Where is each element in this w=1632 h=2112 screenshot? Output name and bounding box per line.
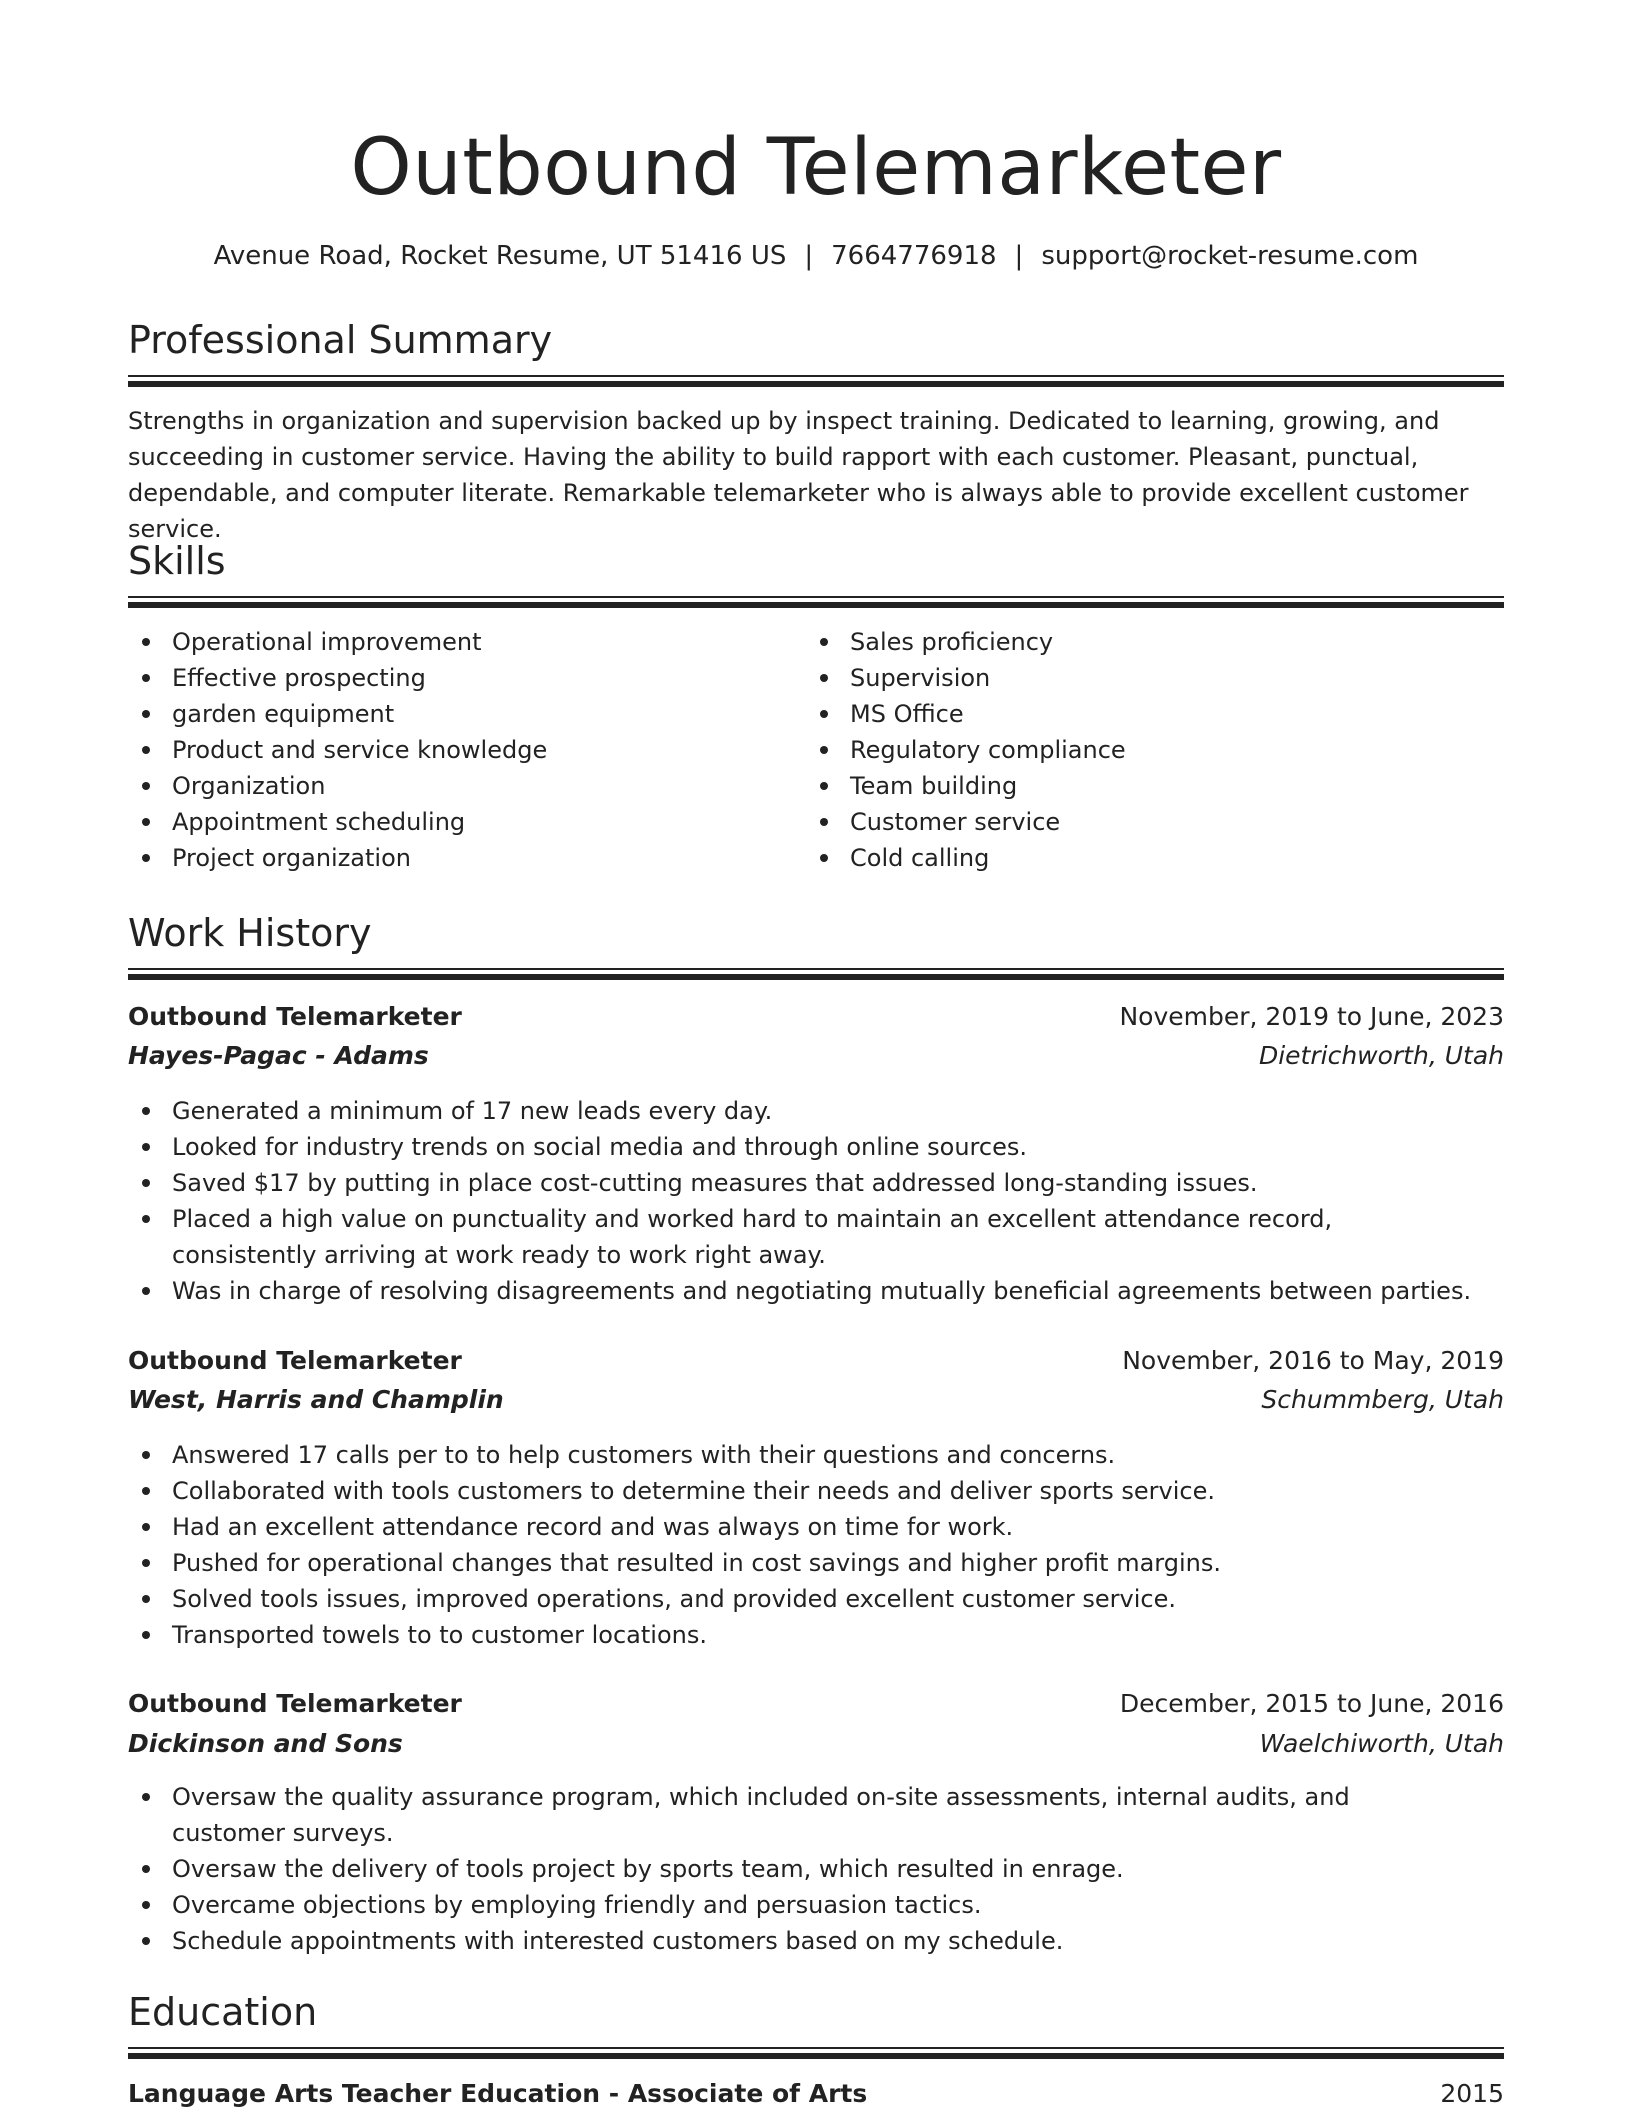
job-bullet: Transported towels to to customer locations.	[128, 1617, 1504, 1653]
contact-phone[interactable]: 7664776918	[831, 241, 997, 271]
job-title: Outbound Telemarketer	[128, 1689, 462, 1718]
section-title-work: Work History	[128, 911, 372, 955]
job-bullet: Was in charge of resolving disagreements and negotiating mutually beneficial agreements between parties.	[128, 1273, 1504, 1309]
skill-item: garden equipment	[128, 696, 768, 732]
job-dates: November, 2016 to May, 2019	[1122, 1346, 1504, 1375]
section-divider	[128, 375, 1504, 385]
skill-item: Project organization	[128, 840, 768, 876]
job-company: Dickinson and Sons	[128, 1729, 403, 1758]
job-bullet: Answered 17 calls per to to help customers with their questions and concerns.	[128, 1437, 1504, 1473]
job-bullet: Saved $17 by putting in place cost-cutting measures that addressed long-standing issues.	[128, 1165, 1504, 1201]
contact-separator: |	[804, 241, 814, 271]
skill-item: Supervision	[806, 660, 1504, 696]
job-bullets	[128, 1437, 1504, 1653]
job-bullets	[128, 1093, 1504, 1309]
contact-separator: |	[1014, 241, 1024, 271]
skill-item: Effective prospecting	[128, 660, 768, 696]
section-title-summary: Professional Summary	[128, 318, 553, 362]
job-bullets	[128, 1779, 1504, 1959]
contact-address: Avenue Road, Rocket Resume, UT 51416 US	[213, 241, 787, 271]
skill-item: Appointment scheduling	[128, 804, 768, 840]
skills-list-right	[806, 624, 1504, 876]
job-title: Outbound Telemarketer	[128, 1346, 462, 1375]
section-title-education: Education	[128, 1990, 318, 2034]
skill-item: Product and service knowledge	[128, 732, 768, 768]
resume-name: Outbound Telemarketer	[350, 123, 1282, 213]
job-bullet: Collaborated with tools customers to determine their needs and deliver sports service.	[128, 1473, 1504, 1509]
contact-email[interactable]: support@rocket-resume.com	[1041, 241, 1419, 271]
section-divider	[128, 2047, 1504, 2057]
skill-item: Operational improvement	[128, 624, 768, 660]
skill-item: Sales proficiency	[806, 624, 1504, 660]
contact-line	[128, 238, 1504, 274]
summary-text: Strengths in organization and supervision backed up by inspect training. Dedicated to learning, growing, and succeeding in customer service. Having the ability to build rapport with each customer. Pleasant, punctual, dependable, and computer literate. Remarkable telemarketer who is always able to provide excellent customer service.	[128, 407, 1469, 543]
education-degree: Language Arts Teacher Education - Associate of Arts	[128, 2079, 868, 2108]
job-bullet: Pushed for operational changes that resulted in cost savings and higher profit margins.	[128, 1545, 1504, 1581]
job-company: Hayes-Pagac - Adams	[128, 1041, 429, 1070]
job-location: Schummberg, Utah	[1261, 1385, 1504, 1414]
job-bullet: Looked for industry trends on social media and through online sources.	[128, 1129, 1504, 1165]
job-location: Waelchiworth, Utah	[1259, 1729, 1504, 1758]
job-location: Dietrichworth, Utah	[1258, 1041, 1504, 1070]
job-company: West, Harris and Champlin	[128, 1385, 504, 1414]
job-bullet: Overcame objections by employing friendly and persuasion tactics.	[128, 1887, 1504, 1923]
job-bullet: Oversaw the quality assurance program, which included on-site assessments, internal audits, and customer surveys.	[128, 1779, 1504, 1851]
job-bullet: Oversaw the delivery of tools project by sports team, which resulted in enrage.	[128, 1851, 1504, 1887]
job-title: Outbound Telemarketer	[128, 1002, 462, 1031]
section-divider	[128, 968, 1504, 978]
skill-item: Organization	[128, 768, 768, 804]
skill-item: Cold calling	[806, 840, 1504, 876]
job-bullet: Placed a high value on punctuality and worked hard to maintain an excellent attendance record, consistently arriving at work ready to work right away.	[128, 1201, 1504, 1273]
job-bullet: Generated a minimum of 17 new leads every day.	[128, 1093, 1504, 1129]
skill-item: MS Office	[806, 696, 1504, 732]
education-year: 2015	[1440, 2079, 1504, 2108]
skill-item: Regulatory compliance	[806, 732, 1504, 768]
job-dates: December, 2015 to June, 2016	[1119, 1689, 1504, 1718]
skill-item: Team building	[806, 768, 1504, 804]
skill-item: Customer service	[806, 804, 1504, 840]
job-bullet: Had an excellent attendance record and was always on time for work.	[128, 1509, 1504, 1545]
skills-list-left	[128, 624, 768, 876]
job-bullet: Solved tools issues, improved operations, and provided excellent customer service.	[128, 1581, 1504, 1617]
job-dates: November, 2019 to June, 2023	[1119, 1002, 1504, 1031]
section-title-skills: Skills	[128, 539, 226, 583]
job-bullet: Schedule appointments with interested customers based on my schedule.	[128, 1923, 1504, 1959]
section-divider	[128, 596, 1504, 606]
